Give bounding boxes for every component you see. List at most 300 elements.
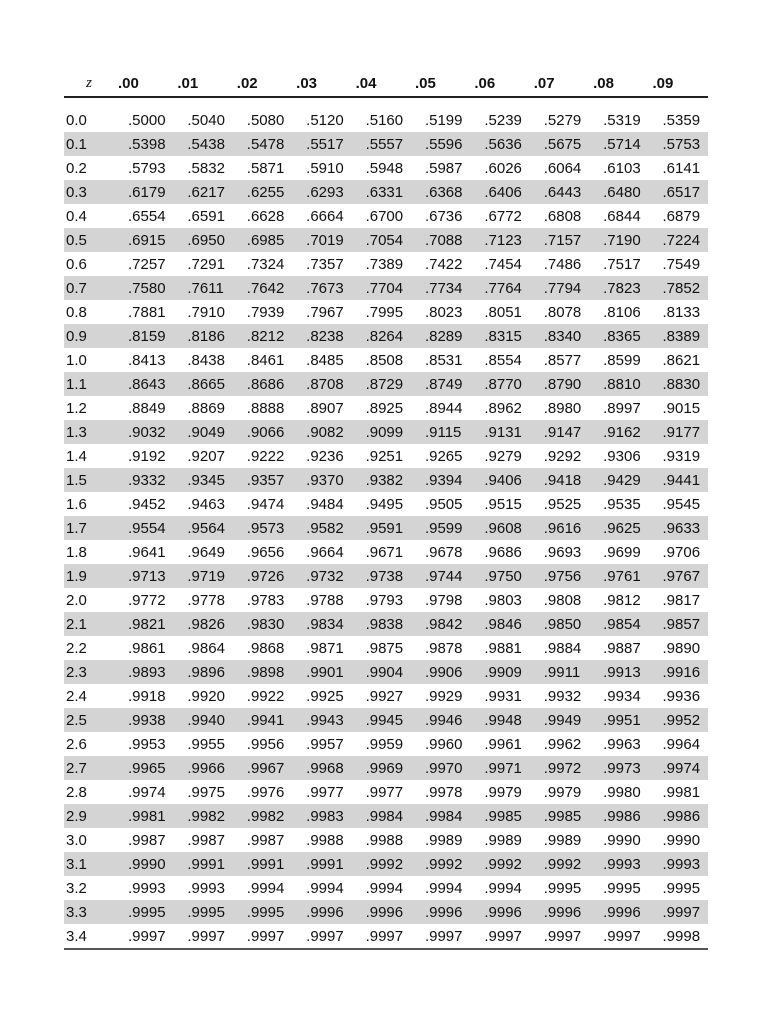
table-body [64,97,708,948]
probability-cell: .9971 [470,756,529,780]
probability-cell: .9772 [128,591,166,609]
probability-cell: .9990 [114,852,173,876]
probability-cell: .7019 [292,228,351,252]
probability-cell: .9887 [603,639,641,657]
probability-cell: .6554 [128,207,166,225]
probability-cell: .6255 [233,180,292,204]
probability-cell: .9693 [543,543,582,561]
probability-cell: .5398 [114,132,173,156]
probability-cell: .9997 [306,927,344,945]
probability-cell: .8389 [649,324,708,348]
probability-cell: .6293 [292,180,351,204]
probability-cell: .9656 [246,543,285,561]
column-header: .09 [649,70,708,97]
probability-cell: .9838 [352,612,411,636]
probability-cell: .8729 [352,372,411,396]
probability-cell: .8315 [470,324,529,348]
probability-cell: .9979 [484,783,522,801]
z-value-cell: 2.7 [64,756,114,780]
probability-cell: .8461 [246,351,285,369]
probability-cell: .8289 [411,324,470,348]
probability-cell: .9974 [649,756,708,780]
probability-cell: .9994 [246,879,285,897]
probability-cell: .9726 [233,564,292,588]
probability-cell: .9962 [543,735,582,753]
probability-cell: .8869 [187,399,225,417]
probability-cell: .5279 [543,111,582,129]
probability-cell: .9997 [484,927,522,945]
probability-cell: .9394 [411,468,470,492]
probability-cell: .9977 [365,783,404,801]
probability-cell: .9997 [365,927,404,945]
probability-cell: .9959 [365,735,404,753]
probability-cell: .8770 [470,372,529,396]
probability-cell: .8790 [530,372,589,396]
probability-cell: .9192 [128,447,166,465]
probability-cell: .7257 [128,255,166,273]
probability-cell: .9957 [306,735,344,753]
probability-cell: .9991 [292,852,351,876]
probability-cell: .9678 [424,543,463,561]
probability-cell: .8643 [114,372,173,396]
probability-cell: .5636 [470,132,529,156]
probability-cell: .9884 [543,639,582,657]
probability-cell: .7967 [306,303,344,321]
table-row [64,540,708,564]
probability-cell: .9236 [306,447,344,465]
probability-cell: .9996 [352,900,411,924]
probability-cell: .9987 [128,831,166,849]
probability-cell: .9649 [187,543,225,561]
probability-cell: .9846 [470,612,529,636]
probability-cell: .8051 [484,303,522,321]
column-header: .03 [292,70,351,97]
probability-cell: .6179 [114,180,173,204]
probability-cell: .9306 [603,447,641,465]
probability-cell: .9671 [365,543,404,561]
probability-cell: .9783 [246,591,285,609]
probability-cell: .9983 [292,804,351,828]
probability-cell: .9515 [484,495,522,513]
probability-cell: .6736 [424,207,463,225]
probability-cell: .9761 [589,564,648,588]
probability-cell: .7088 [411,228,470,252]
probability-cell: .9049 [173,420,232,444]
probability-cell: .8810 [589,372,648,396]
probability-cell: .8485 [306,351,344,369]
probability-cell: .9788 [306,591,344,609]
probability-cell: .6026 [484,159,522,177]
probability-cell: .5714 [589,132,648,156]
probability-cell: .9767 [649,564,708,588]
probability-cell: .9974 [128,783,166,801]
probability-cell: .9996 [589,900,648,924]
probability-cell: .5478 [233,132,292,156]
probability-cell: .9997 [649,900,708,924]
probability-cell: .8508 [365,351,404,369]
probability-cell: .9997 [128,927,166,945]
probability-cell: .9931 [484,687,522,705]
probability-cell: .9834 [292,612,351,636]
table-row [64,276,708,300]
column-header: .05 [411,70,470,97]
probability-cell: .7517 [603,255,641,273]
probability-cell: .9564 [173,516,232,540]
probability-cell: .9875 [365,639,404,657]
column-header: .08 [589,70,648,97]
probability-cell: .9989 [484,831,522,849]
probability-cell: .9032 [114,420,173,444]
z-value-cell: 2.2 [66,639,87,657]
probability-cell: .9345 [173,468,232,492]
probability-cell: .8708 [292,372,351,396]
probability-cell: .9896 [173,660,232,684]
probability-cell: .9082 [292,420,351,444]
probability-cell: .9854 [589,612,648,636]
probability-cell: .8665 [173,372,232,396]
table-row [64,492,708,516]
probability-cell: .8962 [484,399,522,417]
probability-cell: .8888 [246,399,285,417]
probability-cell: .9732 [292,564,351,588]
probability-cell: .7054 [352,228,411,252]
probability-cell: .9967 [233,756,292,780]
probability-cell: .9968 [292,756,351,780]
probability-cell: .9993 [128,879,166,897]
probability-cell: .7486 [543,255,582,273]
probability-cell: .7673 [292,276,351,300]
probability-cell: .9370 [292,468,351,492]
probability-cell: .9803 [484,591,522,609]
probability-cell: .7224 [649,228,708,252]
probability-cell: .7823 [589,276,648,300]
probability-cell: .9987 [246,831,285,849]
probability-cell: .9418 [530,468,589,492]
table-row [64,156,708,180]
table-row [64,612,708,636]
probability-cell: .9599 [411,516,470,540]
probability-cell: .6915 [114,228,173,252]
probability-cell: .9998 [662,927,701,945]
probability-cell: .6406 [470,180,529,204]
probability-cell: .8238 [292,324,351,348]
probability-cell: .6591 [187,207,225,225]
probability-cell: .9984 [411,804,470,828]
probability-cell: .6064 [543,159,582,177]
probability-cell: .7910 [187,303,225,321]
table-row [64,204,708,228]
table-row [64,636,708,660]
probability-cell: .9871 [306,639,344,657]
probability-cell: .9991 [233,852,292,876]
probability-cell: .9484 [306,495,344,513]
probability-cell: .7454 [484,255,522,273]
probability-cell: .9992 [470,852,529,876]
probability-cell: .9744 [411,564,470,588]
probability-cell: .9922 [246,687,285,705]
probability-cell: .9985 [530,804,589,828]
probability-cell: .7642 [233,276,292,300]
probability-cell: .9964 [662,735,701,753]
probability-cell: .8365 [589,324,648,348]
z-column-header: z [64,70,114,97]
probability-cell: .9953 [128,735,166,753]
probability-cell: .7157 [530,228,589,252]
z-value-cell: 1.1 [64,372,114,396]
probability-cell: .9996 [292,900,351,924]
z-value-cell: 1.8 [66,543,87,561]
probability-cell: .8159 [114,324,173,348]
probability-cell: .5910 [306,159,344,177]
probability-cell: .8686 [233,372,292,396]
probability-cell: .9995 [114,900,173,924]
probability-cell: .7549 [662,255,701,273]
z-value-cell: 0.3 [64,180,114,204]
probability-cell: .9970 [411,756,470,780]
probability-cell: .5557 [352,132,411,156]
probability-cell: .9099 [352,420,411,444]
probability-cell: .9906 [411,660,470,684]
probability-cell: .9778 [187,591,225,609]
probability-cell: .5080 [246,111,285,129]
z-value-cell: 1.7 [64,516,114,540]
table-row [64,828,708,852]
probability-cell: .9993 [649,852,708,876]
probability-cell: .9525 [543,495,582,513]
probability-cell: .9946 [411,708,470,732]
probability-cell: .9943 [292,708,351,732]
probability-cell: .9857 [649,612,708,636]
probability-cell: .6443 [530,180,589,204]
probability-cell: .6331 [352,180,411,204]
probability-cell: .7704 [352,276,411,300]
probability-cell: .9573 [233,516,292,540]
probability-cell: .9980 [603,783,641,801]
probability-cell: .9981 [662,783,701,801]
probability-cell: .9713 [114,564,173,588]
column-header: .06 [470,70,529,97]
probability-cell: .9982 [173,804,232,828]
probability-cell: .9162 [589,420,648,444]
probability-cell: .5675 [530,132,589,156]
probability-cell: .9131 [470,420,529,444]
probability-cell: .9890 [662,639,701,657]
probability-cell: .9699 [603,543,641,561]
z-value-cell: 1.2 [66,399,87,417]
probability-cell: .9990 [662,831,701,849]
probability-cell: .6985 [233,228,292,252]
probability-cell: .9956 [246,735,285,753]
probability-cell: .7881 [128,303,166,321]
probability-cell: .9706 [662,543,701,561]
probability-cell: .9817 [662,591,701,609]
probability-cell: .8849 [128,399,166,417]
probability-cell: .9972 [530,756,589,780]
z-value-cell: 0.4 [66,207,87,225]
probability-cell: .9826 [173,612,232,636]
probability-cell: .9991 [173,852,232,876]
probability-cell: .9989 [424,831,463,849]
probability-cell: .6103 [603,159,641,177]
probability-cell: .9319 [662,447,701,465]
probability-cell: .9582 [292,516,351,540]
probability-cell: .9987 [187,831,225,849]
probability-cell: .9994 [365,879,404,897]
probability-cell: .9821 [114,612,173,636]
probability-cell: .9554 [114,516,173,540]
z-value-cell: 3.4 [66,927,87,945]
probability-cell: .9996 [470,900,529,924]
probability-cell: .8340 [530,324,589,348]
probability-cell: .9641 [128,543,166,561]
probability-cell: .9988 [306,831,344,849]
probability-cell: .9992 [411,852,470,876]
probability-cell: .9292 [543,447,582,465]
probability-cell: .9545 [662,495,701,513]
probability-cell: .8599 [603,351,641,369]
probability-cell: .9945 [352,708,411,732]
probability-cell: .9995 [543,879,582,897]
probability-cell: .9429 [589,468,648,492]
probability-cell: .9981 [114,804,173,828]
probability-cell: .9812 [603,591,641,609]
probability-cell: .6517 [649,180,708,204]
probability-cell: .5871 [246,159,285,177]
probability-cell: .9452 [128,495,166,513]
probability-cell: .7324 [246,255,285,273]
table-row [64,252,708,276]
probability-cell: .7611 [173,276,232,300]
probability-cell: .9994 [484,879,522,897]
table-row [64,924,708,948]
table-row [64,324,708,348]
probability-cell: .5239 [484,111,522,129]
z-value-cell: 2.8 [66,783,87,801]
probability-cell: .8264 [352,324,411,348]
probability-cell: .9750 [470,564,529,588]
probability-cell: .8554 [484,351,522,369]
probability-cell: .7939 [246,303,285,321]
probability-cell: .9997 [543,927,582,945]
probability-cell: .9916 [649,660,708,684]
probability-cell: .9976 [246,783,285,801]
probability-cell: .9911 [530,660,589,684]
z-value-cell: 3.3 [64,900,114,924]
probability-cell: .9015 [662,399,701,417]
z-value-cell: 3.2 [66,879,87,897]
probability-cell: .9938 [114,708,173,732]
z-value-cell: 0.9 [64,324,114,348]
probability-cell: .9993 [187,879,225,897]
probability-cell: .9994 [306,879,344,897]
probability-cell: .9927 [365,687,404,705]
probability-cell: .9904 [352,660,411,684]
table-row [64,588,708,612]
probability-cell: .9441 [649,468,708,492]
probability-cell: .9864 [187,639,225,657]
probability-cell: .8907 [306,399,344,417]
probability-cell: .9952 [649,708,708,732]
probability-cell: .7794 [530,276,589,300]
probability-cell: .9934 [603,687,641,705]
probability-cell: .9992 [352,852,411,876]
probability-cell: .8413 [128,351,166,369]
probability-cell: .7190 [589,228,648,252]
probability-cell: .5596 [411,132,470,156]
probability-cell: .9996 [530,900,589,924]
probability-cell: .9738 [352,564,411,588]
probability-cell: .8621 [662,351,701,369]
probability-cell: .9207 [187,447,225,465]
probability-cell: .9984 [352,804,411,828]
probability-cell: .9982 [233,804,292,828]
probability-cell: .9686 [484,543,522,561]
probability-cell: .9995 [173,900,232,924]
probability-cell: .5753 [649,132,708,156]
probability-cell: .9932 [543,687,582,705]
probability-cell: .8078 [543,303,582,321]
z-value-cell: 0.8 [66,303,87,321]
probability-cell: .6141 [662,159,701,177]
table-row [64,420,708,444]
probability-cell: .6879 [662,207,701,225]
probability-cell: .9463 [187,495,225,513]
z-value-cell: 2.0 [66,591,87,609]
probability-cell: .9989 [543,831,582,849]
z-value-cell: 2.3 [64,660,114,684]
probability-cell: .9898 [233,660,292,684]
probability-cell: .8438 [187,351,225,369]
probability-cell: .9988 [365,831,404,849]
probability-cell: .6700 [365,207,404,225]
probability-cell: .9808 [543,591,582,609]
probability-cell: .9332 [114,468,173,492]
probability-cell: .8023 [424,303,463,321]
probability-cell: .9382 [352,468,411,492]
probability-cell: .9913 [589,660,648,684]
probability-cell: .9719 [173,564,232,588]
probability-cell: .9633 [649,516,708,540]
probability-cell: .9878 [424,639,463,657]
z-value-cell: 2.9 [64,804,114,828]
probability-cell: .9941 [233,708,292,732]
probability-cell: .9994 [424,879,463,897]
probability-cell: .7764 [470,276,529,300]
probability-cell: .9861 [128,639,166,657]
z-value-cell: 2.5 [64,708,114,732]
probability-cell: .5987 [424,159,463,177]
probability-cell: .9936 [662,687,701,705]
probability-cell: .8944 [424,399,463,417]
probability-cell: .9265 [424,447,463,465]
z-value-cell: 1.0 [66,351,87,369]
probability-cell: .5438 [173,132,232,156]
probability-cell: .9868 [246,639,285,657]
probability-cell: .9955 [187,735,225,753]
probability-cell: .6664 [306,207,344,225]
probability-cell: .9798 [424,591,463,609]
probability-cell: .9995 [662,879,701,897]
probability-cell: .9066 [233,420,292,444]
probability-cell: .5319 [603,111,641,129]
probability-cell: .9664 [306,543,344,561]
probability-cell: .9977 [306,783,344,801]
table-row [64,756,708,780]
probability-cell: .5948 [365,159,404,177]
probability-cell: .8212 [233,324,292,348]
z-value-cell: 2.6 [66,735,87,753]
table-row [64,780,708,804]
